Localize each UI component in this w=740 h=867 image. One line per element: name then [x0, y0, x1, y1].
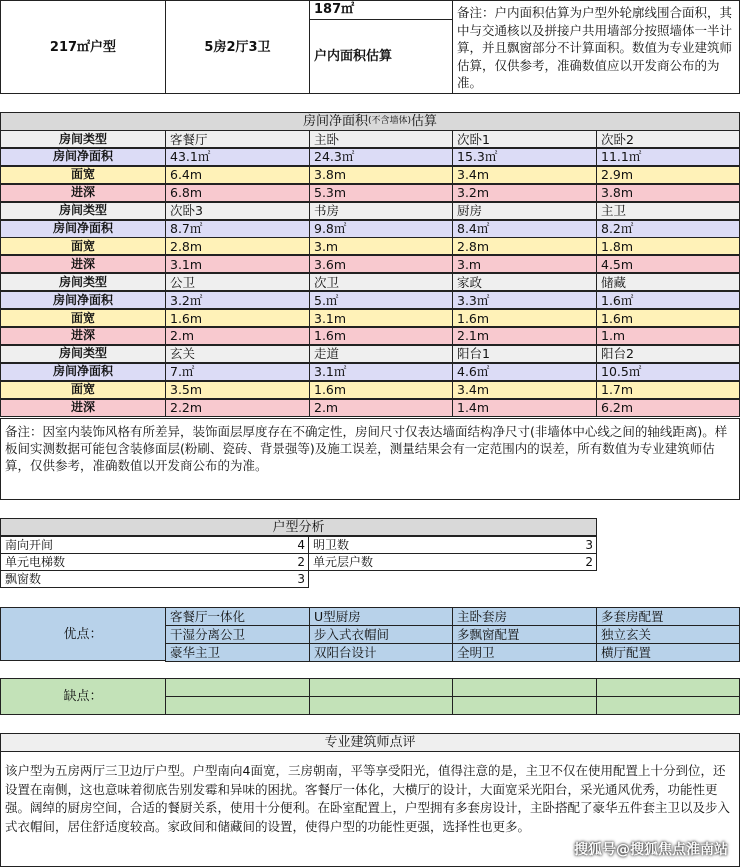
room-area-cell: 15.3㎡: [452, 148, 597, 166]
con-item: [309, 678, 453, 697]
room-depth-cell: 6.2m: [596, 399, 740, 417]
room-area-cell: 11.1㎡: [596, 148, 740, 166]
room-depth-cell: 1.m: [596, 327, 740, 345]
analysis-south-label: 南向开间: [0, 536, 309, 554]
area-note: 备注：户内面积估算为户型外轮廓线围合面积，其中与交通核以及拼接户共用墙部分按照墙体一半计算，并且飘窗部分不计算面积。数值为专业建筑师估算，仅供参考，准确数值应以开发商公布的为准。: [452, 0, 740, 94]
row-label-area: 房间净面积: [0, 220, 166, 238]
room-area-cell: 3.3㎡: [452, 291, 597, 309]
room-area-cell: 43.1㎡: [165, 148, 310, 166]
pro-item: 双阳台设计: [309, 643, 453, 662]
room-width-cell: 2.8m: [165, 237, 310, 255]
row-label-type: 房间类型: [0, 273, 166, 291]
room-width-cell: 3.1m: [309, 309, 453, 327]
room-type-cell: 次卫: [309, 273, 453, 291]
pro-item: 独立玄关: [596, 625, 740, 644]
room-table-title-suffix: 估算: [411, 114, 438, 129]
pro-item: 多飘窗配置: [452, 625, 597, 644]
plan-name: 217㎡户型: [0, 0, 166, 94]
row-label-area: 房间净面积: [0, 291, 166, 309]
room-area-cell: 3.2㎡: [165, 291, 310, 309]
room-width-cell: 3.8m: [309, 166, 453, 184]
pro-item: 客餐厅一体化: [165, 607, 310, 626]
room-width-cell: 3.4m: [452, 166, 597, 184]
room-area-cell: 5.㎡: [309, 291, 453, 309]
row-label-depth: 进深: [0, 399, 166, 417]
analysis-bright-bath-value: 3: [585, 537, 593, 552]
room-area-cell: 9.8㎡: [309, 220, 453, 238]
cons-label: 缺点：: [0, 678, 166, 715]
room-area-cell: 24.3㎡: [309, 148, 453, 166]
room-depth-cell: 6.8m: [165, 184, 310, 202]
con-item: [452, 696, 597, 715]
room-depth-cell: 3.m: [452, 255, 597, 273]
room-type-cell: 主卫: [596, 202, 740, 220]
pro-item: 全明卫: [452, 643, 597, 662]
analysis-south-value: 4: [297, 537, 305, 552]
room-depth-cell: 1.6m: [309, 327, 453, 345]
area-label: 户内面积估算: [309, 19, 453, 94]
room-width-cell: 1.6m: [165, 309, 310, 327]
room-depth-cell: 4.5m: [596, 255, 740, 273]
layout-label: 5房2厅3卫: [165, 0, 310, 94]
room-type-cell: 家政: [452, 273, 597, 291]
row-label-type: 房间类型: [0, 202, 166, 220]
pro-item: 主卧套房: [452, 607, 597, 626]
area-value: 187㎡: [309, 0, 453, 20]
con-item: [596, 678, 740, 697]
analysis-title: 户型分析: [0, 518, 597, 536]
review-text: 该户型为五房两厅三卫边厅户型。户型南向4面宽，三房朝南，平等享受阳光，值得注意的是，主卫不仅在使用配置上十分到位，还设置在南侧，这也意味着彻底告别发霉和异味的困扰。客餐厅一体化，大横厅的设计，大面宽采光阳台，采光通风优秀，功能性更强。阔绰的厨房空间，合适的餐厨关系，使用十分便利。在卧室配置上，户型拥有多套房设计，主卧搭配了豪华五件套主卫以及步入式衣帽间，居住舒适度较高。家政间和储藏间的设置，使得户型的功能性更强，选择性也更多。: [0, 751, 740, 867]
analysis-units-value: 2: [585, 554, 593, 569]
room-table-title: [0, 112, 740, 131]
row-label-width: 面宽: [0, 381, 166, 399]
analysis-units-label: 单元层户数: [308, 553, 597, 571]
room-depth-cell: 3.1m: [165, 255, 310, 273]
room-type-cell: 阳台2: [596, 345, 740, 363]
room-type-cell: 客餐厅: [165, 130, 310, 148]
room-type-cell: 厨房: [452, 202, 597, 220]
row-label-type: 房间类型: [0, 345, 166, 363]
room-type-cell: 书房: [309, 202, 453, 220]
room-area-cell: 10.5㎡: [596, 363, 740, 381]
room-depth-cell: 2.m: [309, 399, 453, 417]
room-type-cell: 储藏: [596, 273, 740, 291]
room-depth-cell: 3.2m: [452, 184, 597, 202]
room-width-cell: 1.6m: [596, 309, 740, 327]
room-area-cell: 3.1㎡: [309, 363, 453, 381]
room-type-cell: 次卧2: [596, 130, 740, 148]
room-width-cell: 2.9m: [596, 166, 740, 184]
room-depth-cell: 3.6m: [309, 255, 453, 273]
room-type-cell: 玄关: [165, 345, 310, 363]
room-width-cell: 1.7m: [596, 381, 740, 399]
analysis-elevator-label: 单元电梯数: [0, 553, 309, 571]
room-width-cell: 3.m: [309, 237, 453, 255]
room-table-title-main: 房间净面积: [302, 114, 368, 129]
row-label-depth: 进深: [0, 327, 166, 345]
room-area-cell: 1.6㎡: [596, 291, 740, 309]
row-label-type: 房间类型: [0, 130, 166, 148]
row-label-area: 房间净面积: [0, 363, 166, 381]
room-type-cell: 次卧1: [452, 130, 597, 148]
row-label-width: 面宽: [0, 166, 166, 184]
row-label-depth: 进深: [0, 184, 166, 202]
room-area-cell: 8.4㎡: [452, 220, 597, 238]
room-type-cell: 主卧: [309, 130, 453, 148]
room-width-cell: 1.6m: [452, 309, 597, 327]
room-width-cell: 1.6m: [309, 381, 453, 399]
room-depth-cell: 5.3m: [309, 184, 453, 202]
room-depth-cell: 2.1m: [452, 327, 597, 345]
room-depth-cell: 1.4m: [452, 399, 597, 417]
room-depth-cell: 3.8m: [596, 184, 740, 202]
pro-item: 豪华主卫: [165, 643, 310, 662]
row-label-width: 面宽: [0, 309, 166, 327]
con-item: [452, 678, 597, 697]
con-item: [596, 696, 740, 715]
room-type-cell: 公卫: [165, 273, 310, 291]
row-label-depth: 进深: [0, 255, 166, 273]
room-type-cell: 阳台1: [452, 345, 597, 363]
pro-item: 横厅配置: [596, 643, 740, 662]
row-label-width: 面宽: [0, 237, 166, 255]
room-type-cell: 走道: [309, 345, 453, 363]
pros-label: 优点：: [0, 607, 166, 661]
room-width-cell: 3.5m: [165, 381, 310, 399]
con-item: [165, 696, 310, 715]
room-area-cell: 8.7㎡: [165, 220, 310, 238]
room-width-cell: 1.8m: [596, 237, 740, 255]
pro-item: U型厨房: [309, 607, 453, 626]
analysis-elevator-value: 2: [297, 554, 305, 569]
pro-item: 干湿分离公卫: [165, 625, 310, 644]
room-type-cell: 次卧3: [165, 202, 310, 220]
room-depth-cell: 2.2m: [165, 399, 310, 417]
analysis-bay-value: 3: [297, 571, 305, 586]
con-item: [165, 678, 310, 697]
room-table-title-small: (不含墙体): [367, 116, 412, 126]
analysis-bay-label: 飘窗数: [0, 570, 309, 588]
row-label-area: 房间净面积: [0, 148, 166, 166]
room-width-cell: 2.8m: [452, 237, 597, 255]
pro-item: 多套房配置: [596, 607, 740, 626]
room-area-cell: 8.2㎡: [596, 220, 740, 238]
room-area-cell: 4.6㎡: [452, 363, 597, 381]
room-width-cell: 3.4m: [452, 381, 597, 399]
analysis-bright-bath-label: 明卫数: [308, 536, 597, 554]
room-area-cell: 7.㎡: [165, 363, 310, 381]
room-note: 备注：因室内装饰风格有所差异，装饰面层厚度存在不确定性，房间尺寸仅表达墙面结构净尺寸(非墙体中心线之间的轴线距离)。样板间实测数据可能包含装修面层(粉刷、瓷砖、背景强等)及施工误差，测量结果会有一定范围内的误差，所有数值为专业建筑师估算，仅供参考，准确数值以开发商公布的为准。: [0, 418, 740, 500]
con-item: [309, 696, 453, 715]
review-title: 专业建筑师点评: [0, 733, 740, 752]
room-width-cell: 6.4m: [165, 166, 310, 184]
watermark: 搜狐号@搜狐焦点淮南站: [574, 842, 728, 858]
room-depth-cell: 2.m: [165, 327, 310, 345]
pro-item: 步入式衣帽间: [309, 625, 453, 644]
